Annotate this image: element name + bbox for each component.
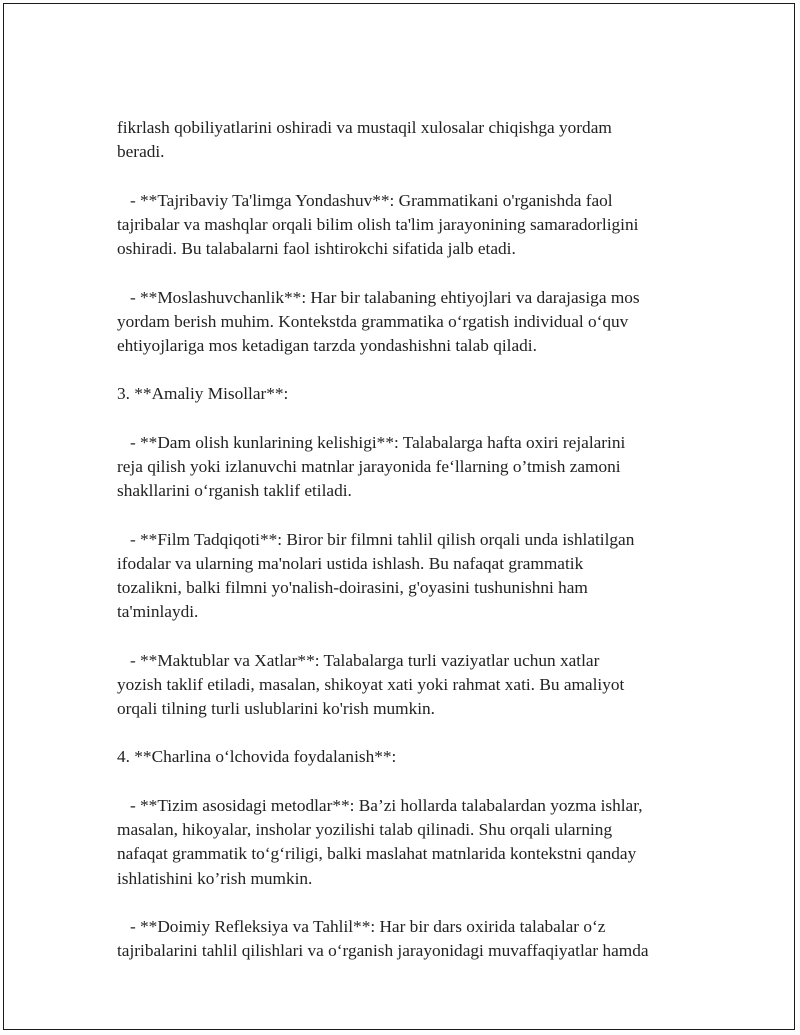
text-line: masalan, hikoyalar, insholar yozilishi talab qilinadi. Shu orqali ularning [117, 820, 613, 840]
blank-line [117, 503, 717, 527]
text-line: ehtiyojlariga mos ketadigan tarzda yondashishni talab qiladi. [117, 336, 537, 356]
text-line: - **Doimiy Refleksiya va Tahlil**: Har bir dars oxirida talabalar o‘z [117, 916, 606, 936]
blank-line [117, 891, 717, 915]
text-line: shakllarini o‘rganish taklif etiladi. [117, 481, 352, 501]
text-line: reja qilish yoki izlanuvchi matnlar jarayonida fe‘llarning o’tmish zamoni [117, 457, 621, 477]
text-line: - **Tizim asosidagi metodlar**: Ba’zi hollarda talabalardan yozma ishlar, [117, 795, 643, 815]
text-line: ishlatishini ko’rish mumkin. [117, 868, 313, 888]
text-line: ifodalar va ularning ma'nolari ustida ishlash. Bu nafaqat grammatik [117, 553, 584, 573]
text-line: ta'minlaydi. [117, 602, 199, 622]
text-line: tajribalarini tahlil qilishlari va o‘rganish jarayonidagi muvaffaqiyatlar hamda [117, 941, 649, 961]
text-line: tozalikni, balki filmni yo'nalish-doirasini, g'oyasini tushunishni ham [117, 578, 588, 598]
section-heading: 4. **Charlina o‘lchovida foydalanish**: [117, 747, 397, 767]
text-line: yordam berish muhim. Kontekstda grammatika o‘rgatish individual o‘quv [117, 311, 629, 331]
text-line: tajribalar va mashqlar orqali bilim olish ta'lim jarayonining samaradorligini [117, 215, 639, 235]
text-line: - **Maktublar va Xatlar**: Talabalarga turli vaziyatlar uchun xatlar [117, 650, 600, 670]
text-line: fikrlash qobiliyatlarini oshiradi va mustaqil xulosalar chiqishga yordam [117, 118, 612, 138]
blank-line [117, 165, 717, 189]
text-line: nafaqat grammatik to‘g‘riligi, balki maslahat matnlarida kontekstni qanday [117, 844, 637, 864]
blank-line [117, 261, 717, 285]
text-line: - **Tajribaviy Ta'limga Yondashuv**: Grammatikani o'rganishda faol [117, 190, 613, 210]
section-heading: 3. **Amaliy Misollar**: [117, 384, 289, 404]
blank-line [117, 358, 717, 382]
text-line: orqali tilning turli uslublarini ko'rish mumkin. [117, 699, 435, 719]
text-line: yozish taklif etiladi, masalan, shikoyat xati yoki rahmat xati. Bu amaliyot [117, 674, 625, 694]
text-line: - **Film Tadqiqoti**: Biror bir filmni tahlil qilish orqali unda ishlatilgan [117, 529, 635, 549]
text-line: - **Moslashuvchanlik**: Har bir talabaning ehtiyojlari va darajasiga mos [117, 287, 640, 307]
text-line: beradi. [117, 142, 165, 162]
blank-line [117, 770, 717, 794]
text-line: oshiradi. Bu talabalarni faol ishtirokchi sifatida jalb etadi. [117, 239, 516, 259]
document-text [117, 92, 717, 988]
blank-line [117, 407, 717, 431]
blank-line [117, 721, 717, 745]
text-line: - **Dam olish kunlarining kelishigi**: Talabalarga hafta oxiri rejalarini [117, 432, 626, 452]
blank-line [117, 624, 717, 648]
